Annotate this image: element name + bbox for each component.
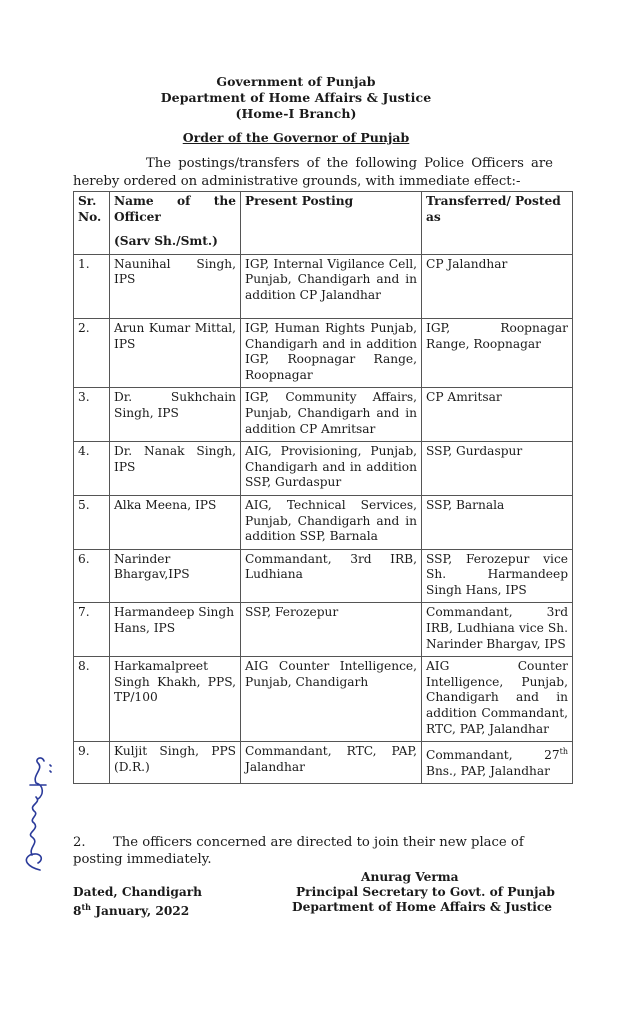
cell-name: Naunihal Singh, IPS: [110, 254, 241, 318]
date: [73, 900, 189, 919]
table-row: [74, 549, 573, 603]
table-row: [74, 254, 573, 318]
header-present: Present Posting: [241, 192, 422, 255]
instruction-paragraph: [73, 834, 555, 868]
cell-transferred: SSP, Ferozepur vice Sh. Harmandeep Singh Hans, IPS: [422, 549, 573, 603]
cell-transferred: [422, 742, 573, 784]
transferred-sup: th: [559, 747, 568, 757]
cell-present: IGP, Human Rights Punjab, Chandigarh and in addition IGP, Roopnagar Range, Roopnagar: [241, 318, 422, 387]
header-sr: Sr. No.: [74, 192, 110, 255]
table-row: [74, 442, 573, 496]
branch-title: (Home-I Branch): [235, 106, 357, 121]
cell-transferred: CP Amritsar: [422, 388, 573, 442]
intro-text: The postings/transfers of the following Police Officers are hereby ordered on administrative grounds, with immediate effect:-: [73, 156, 553, 189]
date-rest: January, 2022: [91, 904, 190, 919]
date-day: 8: [73, 904, 82, 919]
cell-sr: 6.: [74, 549, 110, 603]
cell-sr: 9.: [74, 742, 110, 784]
department-title: Department of Home Affairs & Justice: [160, 90, 432, 105]
cell-transferred: IGP, Roopnagar Range, Roopnagar: [422, 318, 573, 387]
cell-sr: 1.: [74, 254, 110, 318]
cell-sr: 8.: [74, 657, 110, 742]
signatory-designation: Principal Secretary to Govt. of Punjab: [296, 885, 555, 899]
paragraph-text: The officers concerned are directed to join their new place of posting immediately.: [73, 835, 524, 867]
header-transferred: Transferred/ Posted as: [422, 192, 573, 255]
cell-sr: 5.: [74, 495, 110, 549]
cell-present: Commandant, RTC, PAP, Jalandhar: [241, 742, 422, 784]
cell-name: Narinder Bhargav,IPS: [110, 549, 241, 603]
cell-transferred: SSP, Gurdaspur: [422, 442, 573, 496]
cell-present: AIG Counter Intelligence, Punjab, Chandigarh: [241, 657, 422, 742]
cell-present: IGP, Internal Vigilance Cell, Punjab, Chandigarh and in addition CP Jalandhar: [241, 254, 422, 318]
transfer-table: [73, 191, 573, 784]
cell-present: IGP, Community Affairs, Punjab, Chandigarh and in addition CP Amritsar: [241, 388, 422, 442]
cell-name: Alka Meena, IPS: [110, 495, 241, 549]
govt-title: Government of Punjab: [216, 74, 376, 89]
cell-sr: 7.: [74, 603, 110, 657]
signatory-name: Anurag Verma: [361, 870, 459, 884]
cell-transferred: Commandant, 3rd IRB, Ludhiana vice Sh. Narinder Bhargav, IPS: [422, 603, 573, 657]
signatory-department: Department of Home Affairs & Justice: [292, 900, 553, 914]
cell-sr: 2.: [74, 318, 110, 387]
paragraph-number: 2.: [73, 835, 86, 850]
date-sup: th: [81, 902, 91, 912]
intro-paragraph: [73, 155, 553, 191]
header-name-sub: (Sarv Sh./Smt.): [114, 234, 218, 249]
cell-transferred: CP Jalandhar: [422, 254, 573, 318]
cell-name: Harkamalpreet Singh Khakh, PPS, TP/100: [110, 657, 241, 742]
cell-name: Kuljit Singh, PPS (D.R.): [110, 742, 241, 784]
cell-sr: 4.: [74, 442, 110, 496]
signature-icon: [10, 755, 60, 875]
dated-place: Dated, Chandigarh: [73, 885, 203, 899]
table-row: [74, 657, 573, 742]
cell-transferred: AIG Counter Intelligence, Punjab, Chandigarh and in addition Commandant, RTC, PAP, Jalandhar: [422, 657, 573, 742]
transferred-pre: Commandant, 27: [426, 748, 560, 763]
cell-present: AIG, Technical Services, Punjab, Chandigarh and in addition SSP, Barnala: [241, 495, 422, 549]
header-name: [110, 192, 241, 255]
cell-sr: 3.: [74, 388, 110, 442]
cell-name: Dr. Nanak Singh, IPS: [110, 442, 241, 496]
cell-name: Dr. Sukhchain Singh, IPS: [110, 388, 241, 442]
table-row: [74, 388, 573, 442]
table-row: [74, 742, 573, 784]
cell-name: Harmandeep Singh Hans, IPS: [110, 603, 241, 657]
table-row: [74, 318, 573, 387]
table-row: [74, 495, 573, 549]
header-name-label: Name of the Officer: [114, 194, 236, 224]
order-title: Order of the Governor of Punjab: [182, 130, 410, 145]
cell-present: AIG, Provisioning, Punjab, Chandigarh and in addition SSP, Gurdaspur: [241, 442, 422, 496]
cell-transferred: SSP, Barnala: [422, 495, 573, 549]
table-header-row: [74, 192, 573, 255]
table-row: [74, 603, 573, 657]
cell-present: Commandant, 3rd IRB, Ludhiana: [241, 549, 422, 603]
cell-present: SSP, Ferozepur: [241, 603, 422, 657]
cell-name: Arun Kumar Mittal, IPS: [110, 318, 241, 387]
transferred-post: Bns., PAP, Jalandhar: [426, 763, 550, 778]
